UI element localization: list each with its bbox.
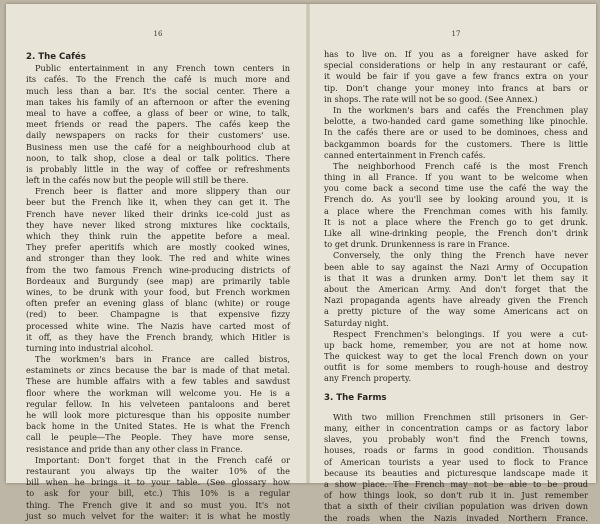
text-line: and stronger than they look. The red and white wines [26, 253, 290, 264]
text-line: (red) to beer. Champagne is that expensive fizzy [26, 309, 290, 320]
book-spread [6, 4, 596, 523]
text-line: slaves, you probably won't find the French towns, [324, 434, 588, 445]
text-line: Conversely, the only thing the French have never [333, 250, 588, 261]
text-line: restaurant you always tip the waiter 10% of the [26, 465, 290, 476]
text-line: floor where the workman will welcome you. He is a [26, 387, 290, 398]
text-line: call le peuple—The People. They have more sense, [26, 432, 290, 443]
text-line: left in the cafés now but the people will still be there. [26, 175, 249, 186]
text-line: about the American Army. And don't forget that the [324, 283, 588, 294]
text-line: been able to say against the Nazi Army of Occupation [324, 261, 588, 272]
text-line: daily newspapers on racks for their customers' use. [26, 130, 290, 141]
left-page [26, 4, 290, 521]
text-line: the roads when the Nazis invaded Northern France. [324, 512, 588, 523]
section-heading: 2. The Cafés [26, 52, 86, 62]
text-line: a pretty picture of the way some Americans act on [324, 306, 588, 317]
section-gap [324, 404, 588, 412]
page-number: 16 [153, 30, 163, 38]
text-line: wines, to be drunk with your food, but French workmen [26, 286, 290, 297]
text-line: thing in all France. If you want to be welcome when [324, 172, 588, 183]
text-line: up back home, remember, you are not at home now. [324, 339, 588, 350]
text-line: processed white wine. The Nazis have carted most of [26, 320, 290, 331]
text-line: Important: Don't forget that in the French café or [35, 454, 290, 465]
text-line: meal to have a coffee, a glass of beer or wine, to talk, [26, 107, 290, 118]
text-line: back home in the United States. He is what the French [26, 421, 290, 432]
text-line: he will look more picturesque than his opposite number [26, 410, 290, 420]
text-line: many, either in concentration camps or as factory labor [324, 423, 588, 433]
text-line: just so much velvet for the waiter: it is what he mostly [26, 510, 290, 521]
book-gutter [306, 4, 310, 483]
text-line: that a sixth of their civilian population was driven down [324, 501, 588, 512]
section-heading: 3. The Farms [324, 392, 387, 403]
text-line: bill when he brings it to your table. (See glossary how [26, 477, 290, 488]
text-line: any French property. [324, 373, 412, 384]
text-line: in shops. The rate will not be so good. (See Annex.) [324, 93, 538, 104]
text-line: its cafés. To the French the café is much more and [26, 74, 290, 85]
text-line: Business men use the café for a neighbourhood club at [26, 141, 290, 152]
text-line: The workmen's bars in France are called bistros, [35, 354, 290, 365]
text-line: a show place. The French may not be able to be proud [324, 478, 588, 489]
text-line: They prefer aperitifs which are mostly cooked wines, [26, 242, 290, 253]
text-line: is that it was a drunken army. Don't let them say it [324, 272, 588, 283]
text-line: because its beauties and picturesque landscape made it [324, 467, 588, 478]
text-line: much less than a bar. It's the social center. There a [26, 85, 290, 96]
text-line: In the workmen's bars and cafés the Frenchmen play [333, 104, 588, 115]
text-line: often prefer an evening glass of blanc (white) or rouge [26, 298, 290, 309]
text-line: Nazi propaganda agents have already given the French [324, 295, 588, 306]
text-line: a place where the Frenchman comes with his family. [324, 205, 588, 216]
page-number: 17 [451, 30, 461, 38]
text-line: you come back a second time use the café the way the [324, 183, 588, 194]
text-line: Like all wine-drinking people, the French don't drink [324, 228, 588, 238]
text-line: The neighborhood French café is the most French [333, 160, 588, 171]
text-line: of how things look, so don't rub it in. Just remember [324, 490, 588, 501]
text-line: French do. As you'll see by looking around you, it is [324, 194, 588, 205]
text-line: Bordeaux and Burgundy (see map) are primarily table [26, 275, 290, 286]
text-line: estaminets or zincs because the bar is made of that metal. [26, 365, 290, 376]
text-line: tip. Don't change your money into francs at bars or [324, 82, 588, 93]
text-line: In the cafés there are or used to be dominoes, chess and [324, 127, 588, 138]
text-line: It is not a place where the French go to get drunk. [324, 216, 588, 227]
text-line: meet friends or read the papers. The cafés keep the [26, 119, 290, 130]
text-line: backgammon boards for the customers. There is little [324, 138, 588, 149]
text-line: The quickest way to get the local French down on your [324, 351, 588, 362]
text-line: special considerations or help in any restaurant or café, [324, 60, 588, 71]
text-line: These are humble affairs with a few tables and sawdust [26, 376, 290, 387]
text-line: is probably little in the way of coffee or refreshments [26, 163, 290, 174]
text-line: to ask for your bill, etc.) This 10% is a regular [26, 488, 290, 499]
text-line: man takes his family of an afternoon or after the evening [26, 96, 290, 107]
right-page-text [324, 49, 588, 524]
text-line: Respect Frenchmen's belongings. If you were a cut- [333, 328, 588, 339]
right-page [324, 4, 588, 523]
left-page-text [26, 52, 290, 522]
text-line: With two million Frenchmen still prisoners in Ger- [333, 411, 588, 422]
text-line: which they think ruin the appetite before a meal. [26, 231, 290, 241]
text-line: to get drunk. Drunkenness is rare in France. [324, 239, 510, 250]
section-gap [324, 385, 588, 393]
text-line: beer but the French like it, when they can get it. The [26, 197, 290, 208]
text-line: of American tourists a year used to flock to France [324, 456, 588, 467]
text-line: outfit is for some members to rough-house and destroy [324, 362, 588, 373]
text-line: French have never liked their drinks ice-cold just as [26, 208, 290, 219]
text-line: belotte, a two-handed card game something like pinochle. [324, 116, 588, 127]
text-line: turning into industrial alcohol. [26, 342, 154, 353]
text-line: they have never liked strong mixtures like cocktails, [26, 219, 290, 230]
text-line: from the two famous French wine-producing districts of [26, 264, 290, 275]
text-line: noon, to talk shop, close a deal or talk politics. There [26, 152, 290, 163]
text-line: it would be fair if you gave a few francs extra on your [324, 71, 588, 82]
text-line: French beer is flatter and more slippery than our [35, 186, 290, 197]
text-line: has to live on. If you as a foreigner have asked for [324, 49, 588, 59]
text-line: resistance and pride than any other class in France. [26, 443, 243, 454]
text-line: it off, as they have the French brandy, which Hitler is [26, 331, 290, 342]
text-line: regular fellow. In his velveteen pantaloons and beret [26, 398, 290, 409]
text-line: houses, roads or farms in good condition. Thousands [324, 445, 588, 456]
text-line: canned entertainment in French cafés. [324, 149, 486, 160]
text-line: Saturday night. [324, 317, 389, 328]
text-line: thing. The French give it and so must you. It's not [26, 499, 290, 510]
text-line: Public entertainment in any French town centers in [35, 63, 290, 74]
